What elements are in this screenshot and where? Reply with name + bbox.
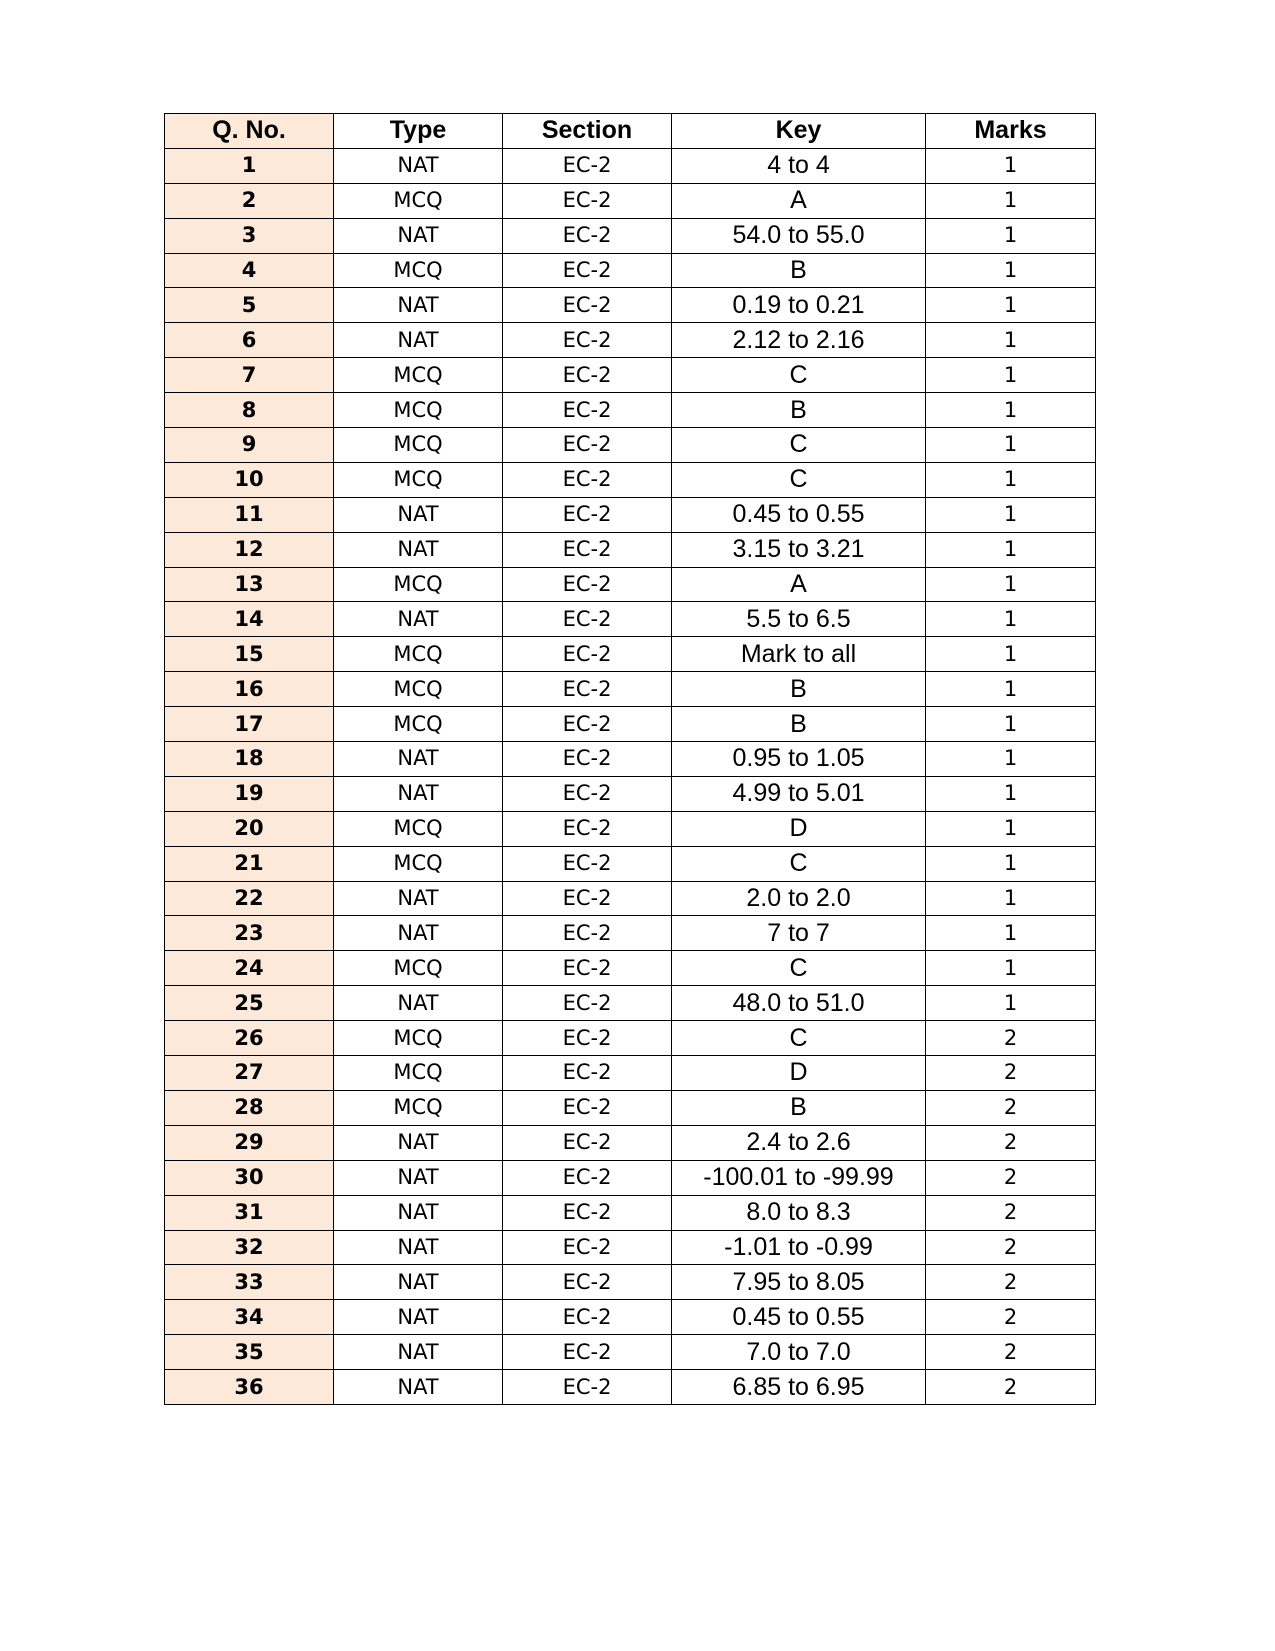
type-cell: NAT <box>334 1300 503 1335</box>
qno-cell: 35 <box>165 1335 334 1370</box>
section-cell: EC-2 <box>503 811 672 846</box>
section-cell: EC-2 <box>503 742 672 777</box>
key-cell: 0.45 to 0.55 <box>672 1300 926 1335</box>
marks-cell: 2 <box>926 1265 1096 1300</box>
key-cell: 0.45 to 0.55 <box>672 497 926 532</box>
table-row <box>165 846 1096 881</box>
table-row <box>165 951 1096 986</box>
qno-cell: 31 <box>165 1195 334 1230</box>
table-row <box>165 1370 1096 1405</box>
qno-cell: 23 <box>165 916 334 951</box>
section-cell: EC-2 <box>503 1021 672 1056</box>
section-cell: EC-2 <box>503 707 672 742</box>
table-row <box>165 1195 1096 1230</box>
qno-cell: 19 <box>165 776 334 811</box>
marks-cell: 2 <box>926 1230 1096 1265</box>
qno-cell: 9 <box>165 428 334 463</box>
marks-header: Marks <box>926 114 1096 149</box>
section-cell: EC-2 <box>503 1056 672 1091</box>
section-cell: EC-2 <box>503 1090 672 1125</box>
section-cell: EC-2 <box>503 462 672 497</box>
qno-cell: 4 <box>165 253 334 288</box>
key-cell: 4.99 to 5.01 <box>672 776 926 811</box>
table-row <box>165 148 1096 183</box>
type-cell: MCQ <box>334 707 503 742</box>
marks-cell: 2 <box>926 1090 1096 1125</box>
key-cell: B <box>672 253 926 288</box>
qno-cell: 20 <box>165 811 334 846</box>
table-row <box>165 1056 1096 1091</box>
section-cell: EC-2 <box>503 846 672 881</box>
table-row <box>165 183 1096 218</box>
qno-cell: 26 <box>165 1021 334 1056</box>
qno-cell: 36 <box>165 1370 334 1405</box>
type-cell: MCQ <box>334 183 503 218</box>
qno-cell: 30 <box>165 1160 334 1195</box>
table-row <box>165 986 1096 1021</box>
key-cell: 7.0 to 7.0 <box>672 1335 926 1370</box>
section-cell: EC-2 <box>503 393 672 428</box>
table-row <box>165 672 1096 707</box>
marks-cell: 1 <box>926 811 1096 846</box>
marks-cell: 1 <box>926 462 1096 497</box>
table-row <box>165 707 1096 742</box>
key-cell: -100.01 to -99.99 <box>672 1160 926 1195</box>
marks-cell: 2 <box>926 1056 1096 1091</box>
qno-cell: 1 <box>165 148 334 183</box>
answer-key-table <box>164 113 1096 1405</box>
type-cell: MCQ <box>334 393 503 428</box>
marks-cell: 2 <box>926 1370 1096 1405</box>
table-row <box>165 1265 1096 1300</box>
key-cell: 7.95 to 8.05 <box>672 1265 926 1300</box>
key-cell: -1.01 to -0.99 <box>672 1230 926 1265</box>
table-body <box>165 148 1096 1404</box>
table-row <box>165 358 1096 393</box>
key-cell: 0.19 to 0.21 <box>672 288 926 323</box>
table-row <box>165 1300 1096 1335</box>
marks-cell: 1 <box>926 672 1096 707</box>
table-row <box>165 1090 1096 1125</box>
marks-cell: 1 <box>926 148 1096 183</box>
type-cell: MCQ <box>334 567 503 602</box>
section-cell: EC-2 <box>503 672 672 707</box>
qno-cell: 27 <box>165 1056 334 1091</box>
key-cell: B <box>672 1090 926 1125</box>
marks-cell: 1 <box>926 602 1096 637</box>
qno-cell: 15 <box>165 637 334 672</box>
section-cell: EC-2 <box>503 881 672 916</box>
table-row <box>165 1125 1096 1160</box>
qno-header: Q. No. <box>165 114 334 149</box>
marks-cell: 1 <box>926 986 1096 1021</box>
section-cell: EC-2 <box>503 148 672 183</box>
key-cell: 3.15 to 3.21 <box>672 532 926 567</box>
marks-cell: 1 <box>926 637 1096 672</box>
key-cell: 2.12 to 2.16 <box>672 323 926 358</box>
qno-cell: 28 <box>165 1090 334 1125</box>
table-row <box>165 428 1096 463</box>
section-cell: EC-2 <box>503 497 672 532</box>
section-cell: EC-2 <box>503 1125 672 1160</box>
qno-cell: 32 <box>165 1230 334 1265</box>
marks-cell: 1 <box>926 916 1096 951</box>
section-cell: EC-2 <box>503 288 672 323</box>
qno-cell: 14 <box>165 602 334 637</box>
qno-cell: 17 <box>165 707 334 742</box>
section-cell: EC-2 <box>503 218 672 253</box>
marks-cell: 1 <box>926 393 1096 428</box>
marks-cell: 1 <box>926 183 1096 218</box>
type-cell: MCQ <box>334 428 503 463</box>
table-row <box>165 323 1096 358</box>
marks-cell: 1 <box>926 288 1096 323</box>
key-cell: C <box>672 1021 926 1056</box>
section-cell: EC-2 <box>503 428 672 463</box>
section-header: Section <box>503 114 672 149</box>
table-row <box>165 1021 1096 1056</box>
table-row <box>165 602 1096 637</box>
qno-cell: 13 <box>165 567 334 602</box>
type-header: Type <box>334 114 503 149</box>
key-cell: 54.0 to 55.0 <box>672 218 926 253</box>
key-cell: B <box>672 707 926 742</box>
type-cell: NAT <box>334 986 503 1021</box>
section-cell: EC-2 <box>503 253 672 288</box>
key-cell: A <box>672 567 926 602</box>
section-cell: EC-2 <box>503 1160 672 1195</box>
marks-cell: 1 <box>926 358 1096 393</box>
marks-cell: 1 <box>926 532 1096 567</box>
section-cell: EC-2 <box>503 602 672 637</box>
type-cell: NAT <box>334 1265 503 1300</box>
section-cell: EC-2 <box>503 637 672 672</box>
key-cell: C <box>672 462 926 497</box>
type-cell: MCQ <box>334 811 503 846</box>
key-cell: C <box>672 951 926 986</box>
qno-cell: 16 <box>165 672 334 707</box>
marks-cell: 1 <box>926 776 1096 811</box>
type-cell: MCQ <box>334 846 503 881</box>
type-cell: NAT <box>334 1160 503 1195</box>
type-cell: MCQ <box>334 462 503 497</box>
table-row <box>165 567 1096 602</box>
header-row <box>165 114 1096 149</box>
marks-cell: 1 <box>926 742 1096 777</box>
type-cell: NAT <box>334 1195 503 1230</box>
key-cell: C <box>672 358 926 393</box>
type-cell: NAT <box>334 602 503 637</box>
key-cell: C <box>672 846 926 881</box>
type-cell: MCQ <box>334 1090 503 1125</box>
type-cell: NAT <box>334 1335 503 1370</box>
type-cell: MCQ <box>334 672 503 707</box>
type-cell: NAT <box>334 497 503 532</box>
section-cell: EC-2 <box>503 358 672 393</box>
qno-cell: 8 <box>165 393 334 428</box>
section-cell: EC-2 <box>503 532 672 567</box>
marks-cell: 1 <box>926 881 1096 916</box>
type-cell: NAT <box>334 1230 503 1265</box>
key-cell: 0.95 to 1.05 <box>672 742 926 777</box>
key-cell: 6.85 to 6.95 <box>672 1370 926 1405</box>
type-cell: NAT <box>334 323 503 358</box>
qno-cell: 6 <box>165 323 334 358</box>
qno-cell: 21 <box>165 846 334 881</box>
type-cell: NAT <box>334 1370 503 1405</box>
marks-cell: 1 <box>926 951 1096 986</box>
type-cell: MCQ <box>334 1021 503 1056</box>
section-cell: EC-2 <box>503 1335 672 1370</box>
marks-cell: 1 <box>926 218 1096 253</box>
key-cell: C <box>672 428 926 463</box>
qno-cell: 12 <box>165 532 334 567</box>
marks-cell: 1 <box>926 846 1096 881</box>
key-cell: 8.0 to 8.3 <box>672 1195 926 1230</box>
marks-cell: 1 <box>926 567 1096 602</box>
marks-cell: 2 <box>926 1300 1096 1335</box>
type-cell: MCQ <box>334 253 503 288</box>
key-cell: D <box>672 811 926 846</box>
type-cell: NAT <box>334 881 503 916</box>
qno-cell: 11 <box>165 497 334 532</box>
table-row <box>165 253 1096 288</box>
table-row <box>165 776 1096 811</box>
marks-cell: 2 <box>926 1160 1096 1195</box>
table-row <box>165 916 1096 951</box>
section-cell: EC-2 <box>503 1265 672 1300</box>
section-cell: EC-2 <box>503 986 672 1021</box>
table-row <box>165 393 1096 428</box>
section-cell: EC-2 <box>503 323 672 358</box>
key-cell: 7 to 7 <box>672 916 926 951</box>
key-cell: B <box>672 672 926 707</box>
key-cell: 4 to 4 <box>672 148 926 183</box>
qno-cell: 25 <box>165 986 334 1021</box>
table-row <box>165 218 1096 253</box>
type-cell: MCQ <box>334 1056 503 1091</box>
marks-cell: 1 <box>926 707 1096 742</box>
type-cell: NAT <box>334 742 503 777</box>
type-cell: NAT <box>334 148 503 183</box>
table-row <box>165 532 1096 567</box>
table-row <box>165 811 1096 846</box>
qno-cell: 2 <box>165 183 334 218</box>
qno-cell: 5 <box>165 288 334 323</box>
section-cell: EC-2 <box>503 1370 672 1405</box>
marks-cell: 2 <box>926 1335 1096 1370</box>
section-cell: EC-2 <box>503 183 672 218</box>
key-cell: B <box>672 393 926 428</box>
marks-cell: 1 <box>926 323 1096 358</box>
marks-cell: 1 <box>926 253 1096 288</box>
marks-cell: 2 <box>926 1021 1096 1056</box>
section-cell: EC-2 <box>503 1300 672 1335</box>
marks-cell: 1 <box>926 428 1096 463</box>
type-cell: NAT <box>334 776 503 811</box>
key-cell: 5.5 to 6.5 <box>672 602 926 637</box>
section-cell: EC-2 <box>503 567 672 602</box>
qno-cell: 22 <box>165 881 334 916</box>
type-cell: NAT <box>334 532 503 567</box>
table-row <box>165 742 1096 777</box>
type-cell: NAT <box>334 218 503 253</box>
qno-cell: 29 <box>165 1125 334 1160</box>
section-cell: EC-2 <box>503 1230 672 1265</box>
key-cell: 2.0 to 2.0 <box>672 881 926 916</box>
marks-cell: 2 <box>926 1195 1096 1230</box>
type-cell: NAT <box>334 916 503 951</box>
qno-cell: 3 <box>165 218 334 253</box>
qno-cell: 7 <box>165 358 334 393</box>
type-cell: MCQ <box>334 637 503 672</box>
key-cell: Mark to all <box>672 637 926 672</box>
qno-cell: 34 <box>165 1300 334 1335</box>
qno-cell: 24 <box>165 951 334 986</box>
key-cell: 2.4 to 2.6 <box>672 1125 926 1160</box>
section-cell: EC-2 <box>503 776 672 811</box>
key-cell: 48.0 to 51.0 <box>672 986 926 1021</box>
qno-cell: 18 <box>165 742 334 777</box>
table-row <box>165 1335 1096 1370</box>
table-row <box>165 497 1096 532</box>
table-row <box>165 1160 1096 1195</box>
table-row <box>165 288 1096 323</box>
key-header: Key <box>672 114 926 149</box>
marks-cell: 2 <box>926 1125 1096 1160</box>
table-row <box>165 637 1096 672</box>
type-cell: NAT <box>334 288 503 323</box>
table-row <box>165 462 1096 497</box>
section-cell: EC-2 <box>503 1195 672 1230</box>
key-cell: D <box>672 1056 926 1091</box>
type-cell: MCQ <box>334 951 503 986</box>
qno-cell: 10 <box>165 462 334 497</box>
section-cell: EC-2 <box>503 916 672 951</box>
qno-cell: 33 <box>165 1265 334 1300</box>
key-cell: A <box>672 183 926 218</box>
type-cell: NAT <box>334 1125 503 1160</box>
table-row <box>165 1230 1096 1265</box>
marks-cell: 1 <box>926 497 1096 532</box>
section-cell: EC-2 <box>503 951 672 986</box>
table-row <box>165 881 1096 916</box>
type-cell: MCQ <box>334 358 503 393</box>
